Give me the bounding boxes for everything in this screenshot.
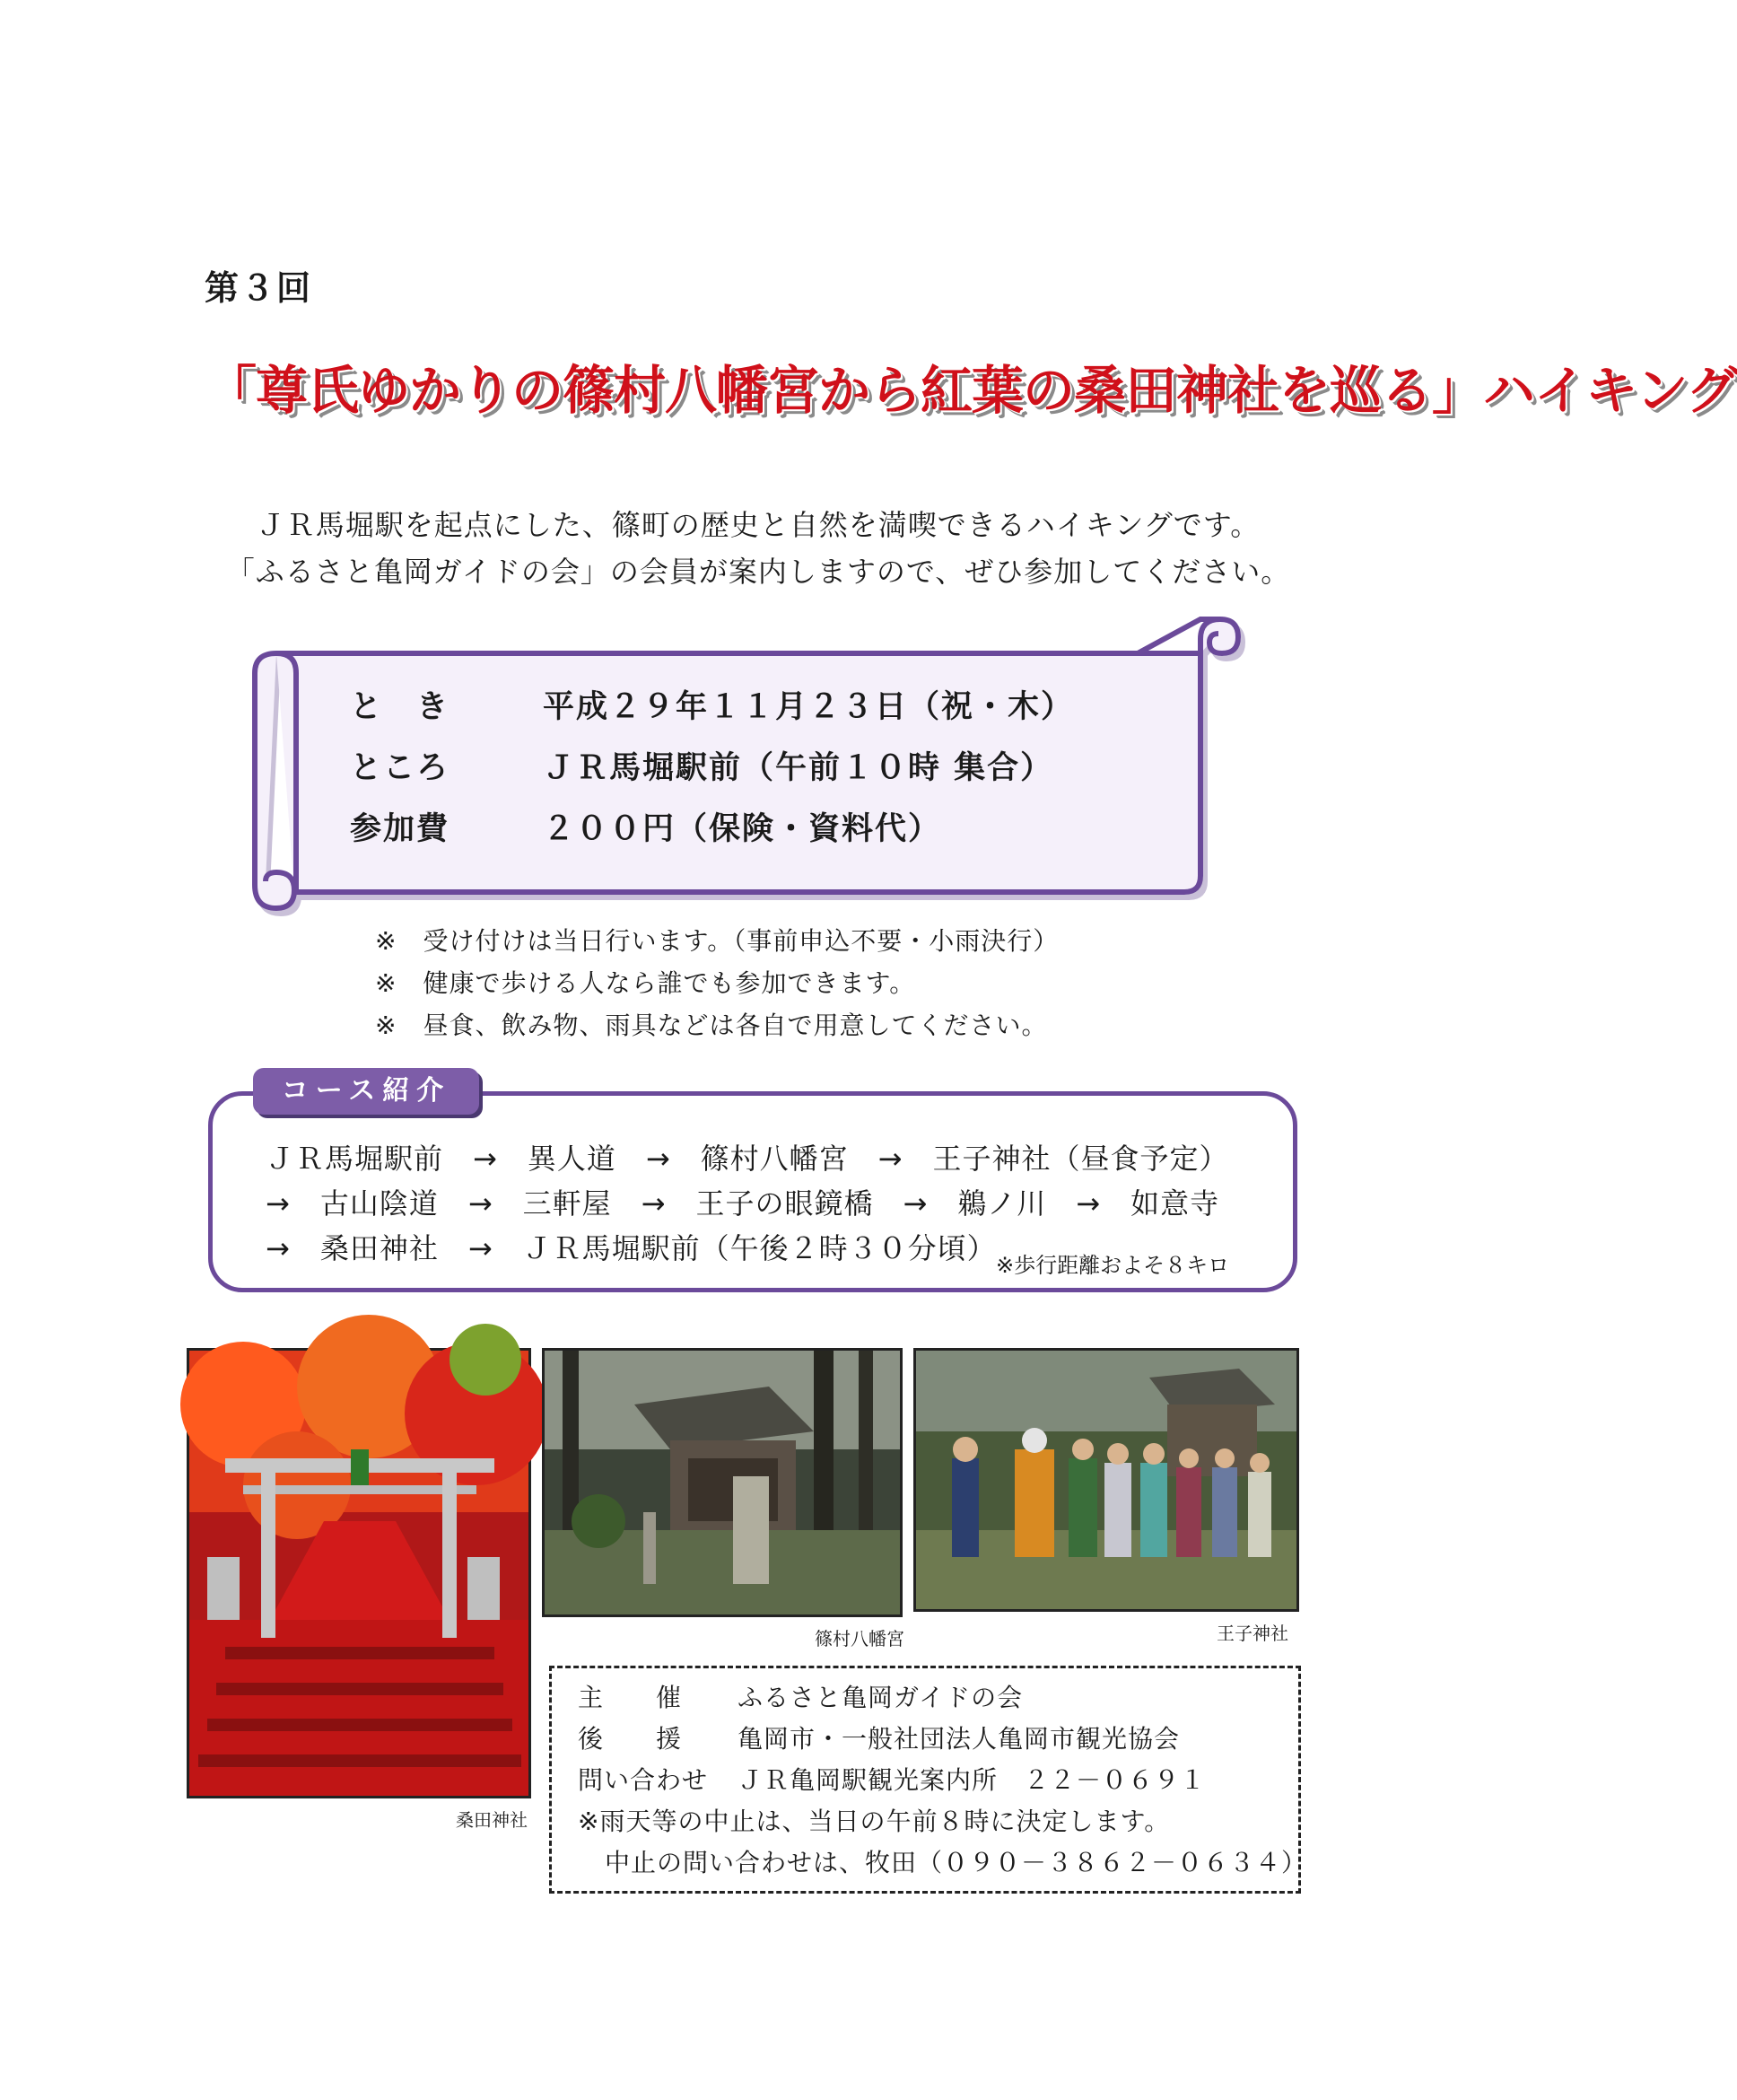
note-item: ※ 受け付けは当日行います。（事前申込不要・小雨決行）: [375, 926, 1060, 956]
photo-caption: 王子神社: [1217, 1623, 1288, 1644]
photo-caption: 篠村八幡宮: [815, 1628, 904, 1649]
rain-note: ※雨天等の中止は、当日の午前８時に決定します。: [578, 1807, 1171, 1836]
support-value: 亀岡市・一般社団法人亀岡市観光協会: [738, 1724, 1181, 1754]
inquiry-row: [578, 1761, 1206, 1797]
photo-oji-shrine: [913, 1348, 1299, 1612]
date-label: と き: [350, 689, 450, 725]
fee-value: ２００円（保険・資料代）: [543, 811, 942, 847]
host-row: [578, 1678, 1023, 1714]
course-line-1: ＪＲ馬堀駅前 → 異人道 → 篠村八幡宮 → 王子神社（昼食予定）: [266, 1142, 1229, 1176]
hikers-photo-icon: [916, 1351, 1296, 1609]
walking-distance: ※歩行距離およそ８キロ: [996, 1253, 1230, 1278]
info-date: [350, 682, 1074, 727]
fee-label: 参加費: [350, 811, 450, 847]
place-value: ＪＲ馬堀駅前（午前１０時 集合）: [543, 750, 1054, 786]
course-line-3: → 桑田神社 → ＪＲ馬堀駅前（午後２時３０分頃）: [266, 1231, 997, 1265]
place-label: ところ: [350, 750, 450, 786]
host-label: 主 催: [578, 1683, 683, 1712]
page-title: 「尊氏ゆかりの篠村八幡宮から紅葉の桑田神社を巡る」ハイキング: [205, 360, 1737, 421]
photo-caption: 桑田神社: [456, 1809, 528, 1831]
info-fee: [350, 804, 941, 849]
support-label: 後 援: [578, 1724, 683, 1754]
inquiry-label: 問い合わせ: [578, 1765, 709, 1795]
photo-kuwada-shrine: [187, 1348, 531, 1798]
cancel-inquiry-note: 中止の問い合わせは、牧田（０９０－３８６２－０６３４）: [605, 1848, 1308, 1877]
inquiry-value: ＪＲ亀岡駅観光案内所 ２２－０６９１: [738, 1765, 1207, 1795]
note-item: ※ 昼食、飲み物、雨具などは各自で用意してください。: [375, 1011, 1048, 1040]
support-row: [578, 1719, 1180, 1755]
intro-line-2: 「ふるさと亀岡ガイドの会」の会員が案内しますので、ぜひ参加してください。: [225, 555, 1291, 589]
date-value: 平成２９年１１月２３日（祝・木）: [543, 689, 1075, 725]
shrine-photo-icon: [545, 1351, 900, 1614]
edition-label: 第３回: [205, 268, 313, 308]
info-place: [350, 743, 1053, 788]
host-value: ふるさと亀岡ガイドの会: [738, 1683, 1024, 1712]
intro-line-1: ＪＲ馬堀駅を起点にした、篠町の歴史と自然を満喫できるハイキングです。: [256, 508, 1261, 542]
note-item: ※ 健康で歩ける人なら誰でも参加できます。: [375, 968, 916, 998]
course-line-2: → 古山陰道 → 三軒屋 → 王子の眼鏡橋 → 鵜ノ川 → 如意寺: [266, 1186, 1220, 1221]
torii-photo-icon: [189, 1351, 528, 1796]
photo-shinomura-hachimangu: [542, 1348, 903, 1617]
course-heading: コース紹介: [253, 1068, 479, 1115]
